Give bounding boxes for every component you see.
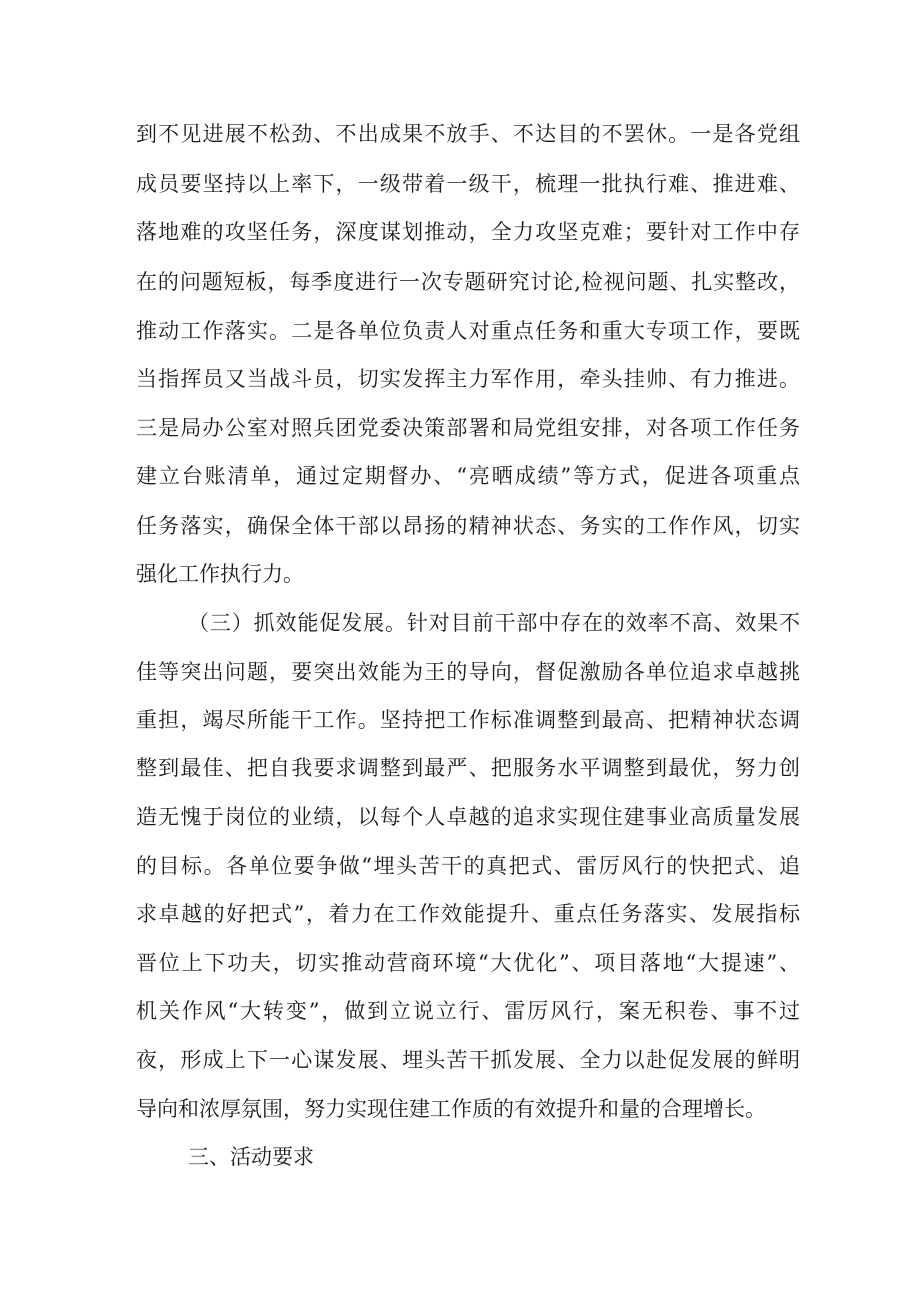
section-heading: 三、活动要求	[188, 1145, 314, 1169]
paragraph-line: 当指挥员又当战斗员，切实发挥主力军作用，牵头挂帅、有力推进。	[136, 367, 800, 391]
paragraph-line: 成员要坚持以上率下，一级带着一级干，梳理一批执行难、推进难、	[136, 172, 800, 196]
paragraph-line: 三是局办公室对照兵团党委决策部署和局党组安排，对各项工作任务	[136, 416, 800, 440]
paragraph-line: 到不见进展不松劲、不出成果不放手、不达目的不罢休。一是各党组	[136, 122, 800, 146]
paragraph-line: 在的问题短板，每季度进行一次专题研究讨论,检视问题、扎实整改，	[136, 270, 800, 294]
paragraph-line: 落地难的攻坚任务，深度谋划推动，全力攻坚克难；要针对工作中存	[136, 220, 800, 244]
paragraph-line: 佳等突出问题，要突出效能为王的导向，督促激励各单位追求卓越挑	[136, 660, 800, 684]
paragraph-line: 晋位上下功夫，切实推动营商环境“大优化”、项目落地“大提速”、	[136, 951, 800, 975]
paragraph-line: 夜，形成上下一心谋发展、埋头苦干抓发展、全力以赴促发展的鲜明	[136, 1048, 800, 1072]
paragraph-line: 任务落实，确保全体干部以昂扬的精神状态、务实的工作作风，切实	[136, 514, 800, 538]
paragraph-line: 建立台账清单，通过定期督办、“亮晒成绩”等方式，促进各项重点	[136, 464, 800, 488]
paragraph-line: 导向和浓厚氛围，努力实现住建工作质的有效提升和量的合理增长。	[136, 1097, 766, 1121]
paragraph-line: 整到最佳、把自我要求调整到最严、把服务水平调整到最优，努力创	[136, 756, 800, 780]
paragraph-line: 的目标。各单位要争做“埋头苦干的真把式、雷厉风行的快把式、追	[136, 854, 800, 878]
paragraph-line: 求卓越的好把式”，着力在工作效能提升、重点任务落实、发展指标	[136, 902, 800, 926]
paragraph-line: 重担，竭尽所能干工作。坚持把工作标准调整到最高、把精神状态调	[136, 708, 800, 732]
paragraph-line: 造无愧于岗位的业绩，以每个人卓越的追求实现住建事业高质量发展	[136, 805, 800, 829]
paragraph-line: 机关作风“大转变”，做到立说立行、雷厉风行，案无积卷、事不过	[136, 999, 800, 1023]
paragraph-line: （三）抓效能促发展。针对目前干部中存在的效率不高、效果不	[188, 611, 800, 635]
paragraph-line: 强化工作执行力。	[136, 562, 304, 586]
paragraph-line: 推动工作落实。二是各单位负责人对重点任务和重大专项工作，要既	[136, 319, 800, 343]
